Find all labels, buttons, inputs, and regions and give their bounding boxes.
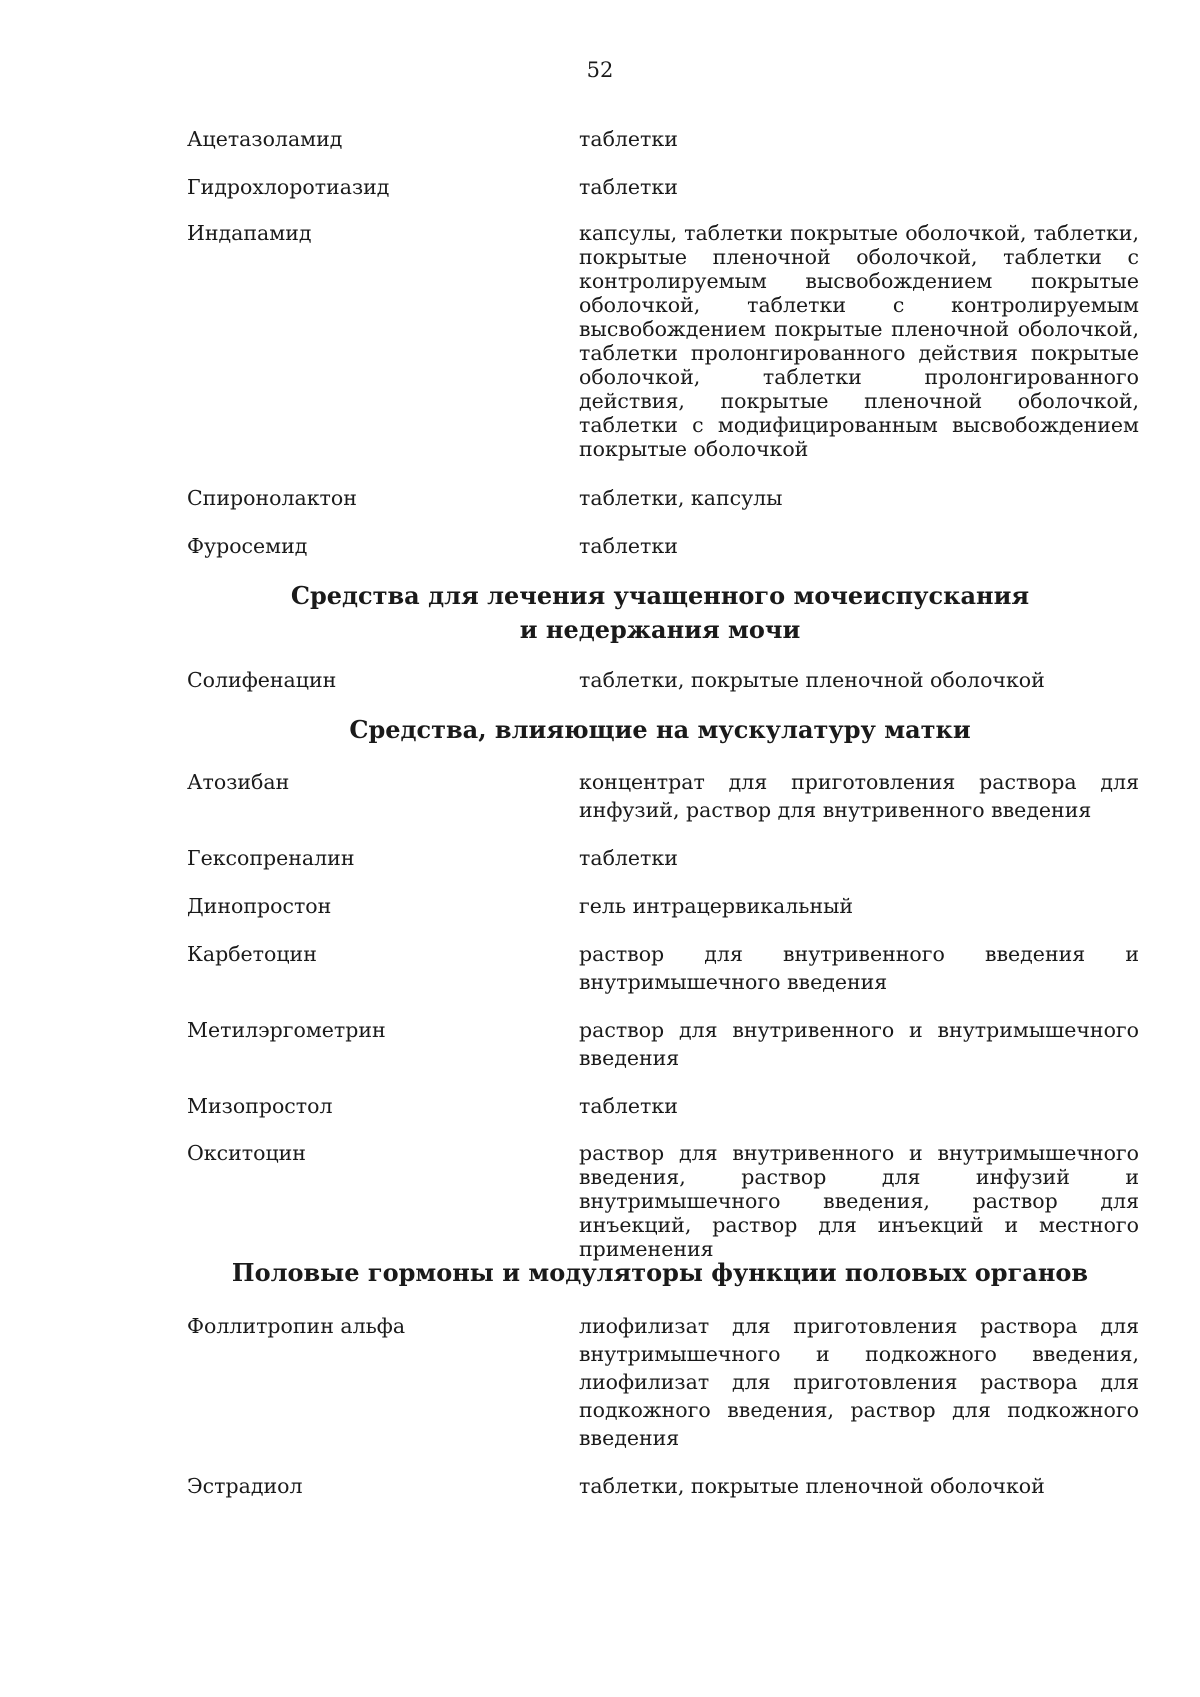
drug-name: Метилэргометрин <box>187 1018 386 1042</box>
drug-name: Солифенацин <box>187 668 337 692</box>
drug-name: Эстрадиол <box>187 1474 303 1498</box>
drug-form: гель интрацервикальный <box>579 894 854 918</box>
drug-form: таблетки, покрытые пленочной оболочкой <box>579 1474 1045 1498</box>
drug-name: Индапамид <box>187 221 312 245</box>
drug-form: раствор для внутривенного и внутримышечного введения <box>579 1018 1139 1070</box>
section-heading: Половые гормоны и модуляторы функции половых органов <box>231 1258 1089 1287</box>
drug-form: таблетки, капсулы <box>579 486 783 510</box>
drug-form: таблетки, покрытые пленочной оболочкой <box>579 668 1045 692</box>
drug-form: таблетки <box>579 846 678 870</box>
drug-name: Окситоцин <box>187 1141 306 1165</box>
drug-name: Фуросемид <box>187 534 308 558</box>
drug-form: таблетки <box>579 1094 678 1118</box>
drug-name: Гексопреналин <box>187 846 355 870</box>
drug-name: Ацетазоламид <box>187 127 343 151</box>
section-heading-line: и недержания мочи <box>519 615 801 644</box>
drug-form: капсулы, таблетки покрытые оболочкой, таблетки, покрытые пленочной оболочкой, таблетки с контролируемым высвобождением покрытые оболочкой, таблетки с контролируемым высвобождением покрытые пленочной оболочкой, таблетки пролонгированного действия покрытые оболочкой, таблетки пролонгированного действия, покрытые пленочной оболочкой, таблетки с модифицированным высвобождением покрытые оболочкой <box>579 221 1139 461</box>
drug-name: Спиронолактон <box>187 486 357 510</box>
drug-form: лиофилизат для приготовления раствора для внутримышечного и подкожного введения, лиофилизат для приготовления раствора для подкожного введения, раствор для подкожного введения <box>579 1314 1139 1450</box>
drug-form: таблетки <box>579 534 678 558</box>
drug-form: раствор для внутривенного и внутримышечного введения, раствор для инфузий и внутримышечного введения, раствор для инъекций, раствор для инъекций и местного применения <box>579 1141 1139 1261</box>
drug-form: концентрат для приготовления раствора для инфузий, раствор для внутривенного введения <box>579 770 1139 822</box>
drug-name: Карбетоцин <box>187 942 317 966</box>
drug-form: таблетки <box>579 127 678 151</box>
drug-name: Мизопростол <box>187 1094 333 1118</box>
section-heading-line: Средства для лечения учащенного мочеиспускания <box>290 581 1030 610</box>
section-heading: Средства, влияющие на мускулатуру матки <box>349 715 971 744</box>
drug-name: Динопростон <box>187 894 332 918</box>
drug-name: Гидрохлоротиазид <box>187 175 390 199</box>
section-heading <box>160 579 1160 647</box>
drug-name: Атозибан <box>187 770 290 794</box>
page-number: 52 <box>586 58 614 82</box>
drug-form: раствор для внутривенного введения и внутримышечного введения <box>579 942 1139 994</box>
drug-name: Фоллитропин альфа <box>187 1314 406 1338</box>
drug-form: таблетки <box>579 175 678 199</box>
